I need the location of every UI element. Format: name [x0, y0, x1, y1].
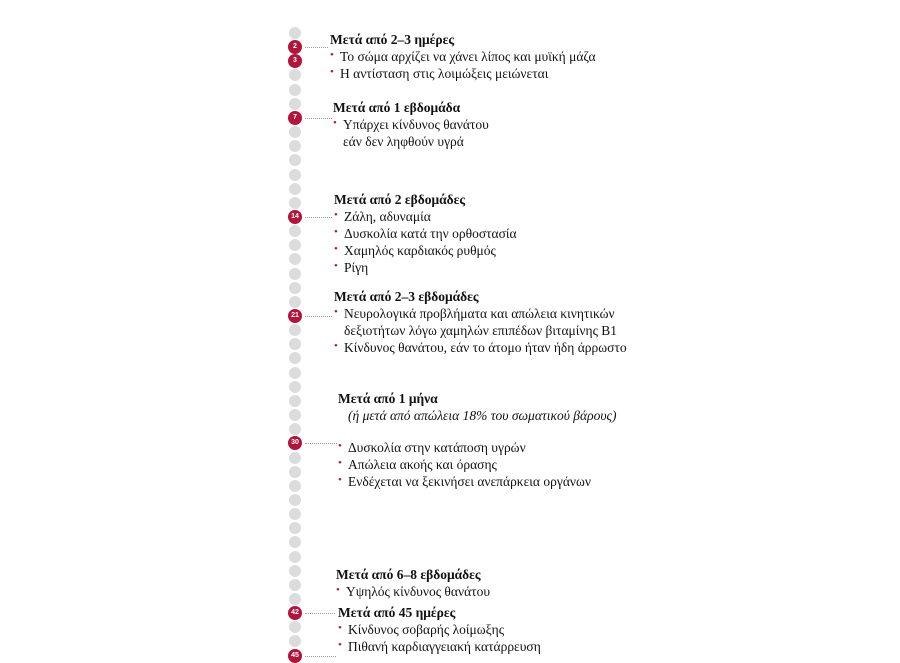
day-marker: 14: [288, 210, 302, 224]
timeline-day-dot: [289, 579, 301, 591]
leader-line: [305, 217, 332, 218]
bullet-icon: •: [338, 639, 342, 651]
timeline-day-dot: [289, 98, 301, 110]
timeline-day-dot: [289, 536, 301, 548]
timeline-day-dot: [289, 282, 301, 294]
stage-item: [338, 473, 617, 490]
stage-title: Μετά από 1 μήνα: [338, 391, 438, 406]
timeline-day-dot: [289, 140, 301, 152]
stage-item-text: Νευρολογικά προβλήματα και απώλεια κινητικών: [344, 306, 615, 321]
timeline-day-dot: [289, 508, 301, 520]
timeline-day-dot: [289, 296, 301, 308]
stage-title: Μετά από 1 εβδομάδα: [333, 100, 461, 115]
timeline-day-dot: [289, 239, 301, 251]
stage-item-text: Κίνδυνος σοβαρής λοίμωξης: [348, 622, 505, 637]
stage-item-text: Απώλεια ακοής και όρασης: [348, 457, 497, 472]
stage-item: [334, 208, 517, 225]
timeline-day-dot: [289, 395, 301, 407]
stage-item: [338, 621, 541, 638]
timeline-day-dot: [289, 268, 301, 280]
stage-item-text: Κίνδυνος θανάτου, εάν το άτομο ήταν ήδη άρρωστο: [344, 340, 627, 355]
day-marker: 2: [288, 40, 302, 54]
day-marker: 45: [288, 649, 302, 663]
timeline-day-dot: [289, 367, 301, 379]
timeline-day-dot: [289, 169, 301, 181]
stage-item-text: Το σώμα αρχίζει να χάνει λίπος και μυϊκή μάζα: [340, 49, 596, 64]
leader-line: [305, 443, 337, 444]
bullet-icon: •: [334, 340, 338, 352]
stage-item-text: Υψηλός κίνδυνος θανάτου: [346, 584, 491, 599]
stage-item: [338, 456, 617, 473]
bullet-icon: •: [336, 584, 340, 596]
bullet-icon: •: [330, 49, 334, 61]
stage-item: [338, 638, 541, 655]
stage-item-text: εάν δεν ληφθούν υγρά: [343, 134, 464, 149]
stage-title: Μετά από 6–8 εβδομάδες: [336, 567, 481, 582]
timeline-day-dot: [289, 551, 301, 563]
timeline-day-dot: [289, 126, 301, 138]
timeline-day-dot: [289, 494, 301, 506]
stage-item-text: Ρίγη: [344, 260, 369, 275]
bullet-icon: •: [334, 226, 338, 238]
timeline-day-dot: [289, 352, 301, 364]
stage-block: [338, 604, 541, 655]
stage-note: (ή μετά από απώλεια 18% του σωματικού βάρους): [348, 408, 617, 423]
timeline-day-dot: [289, 197, 301, 209]
stage-item: [333, 116, 489, 150]
timeline-day-dot: [289, 253, 301, 265]
timeline-day-dot: [289, 593, 301, 605]
stage-item-text: Ενδέχεται να ξεκινήσει ανεπάρκεια οργάνων: [348, 474, 591, 489]
stage-title: Μετά από 2–3 εβδομάδες: [334, 289, 479, 304]
day-marker: 42: [288, 606, 302, 620]
timeline-day-dot: [289, 522, 301, 534]
stage-block: [330, 31, 596, 82]
stage-block: [333, 99, 489, 150]
bullet-icon: •: [338, 457, 342, 469]
timeline-day-dot: [289, 480, 301, 492]
leader-line: [305, 316, 332, 317]
timeline-day-dot: [289, 635, 301, 647]
timeline-day-dot: [289, 69, 301, 81]
stage-item: [330, 48, 596, 65]
bullet-icon: •: [333, 117, 337, 129]
timeline-day-dot: [289, 409, 301, 421]
day-marker: 3: [288, 54, 302, 68]
day-marker: 21: [288, 309, 302, 323]
bullet-icon: •: [338, 440, 342, 452]
timeline-day-dot: [289, 27, 301, 39]
day-marker: 30: [288, 436, 302, 450]
leader-line: [305, 47, 328, 48]
stage-title: Μετά από 2–3 ημέρες: [330, 32, 455, 47]
stage-item-text: Πιθανή καρδιαγγειακή κατάρρευση: [348, 639, 541, 654]
stage-item: [334, 225, 517, 242]
timeline-day-dot: [289, 621, 301, 633]
bullet-icon: •: [334, 260, 338, 272]
bullet-icon: •: [338, 622, 342, 634]
stage-block: [338, 390, 617, 490]
timeline-day-dot: [289, 381, 301, 393]
stage-item: [330, 65, 596, 82]
timeline-day-dot: [289, 338, 301, 350]
timeline-day-dot: [289, 225, 301, 237]
bullet-icon: •: [334, 306, 338, 318]
timeline-day-dot: [289, 324, 301, 336]
timeline-day-dot: [289, 154, 301, 166]
day-marker: 7: [288, 111, 302, 125]
timeline-day-dot: [289, 423, 301, 435]
timeline-day-dot: [289, 452, 301, 464]
leader-line: [305, 613, 335, 614]
stage-item: [334, 242, 517, 259]
bullet-icon: •: [334, 243, 338, 255]
stage-item-text: Ζάλη, αδυναμία: [344, 209, 431, 224]
stage-item: [336, 583, 490, 600]
stage-block: [334, 288, 627, 356]
stage-item: [334, 259, 517, 276]
stage-item-text: Χαμηλός καρδιακός ρυθμός: [344, 243, 496, 258]
stage-title: Μετά από 45 ημέρες: [338, 605, 456, 620]
stage-item: [334, 305, 627, 339]
stage-item-text: Δυσκολία κατά την ορθοστασία: [344, 226, 517, 241]
stage-block: [336, 566, 490, 600]
bullet-icon: •: [330, 66, 334, 78]
bullet-icon: •: [338, 474, 342, 486]
bullet-icon: •: [334, 209, 338, 221]
stage-item-text: Υπάρχει κίνδυνος θανάτου: [343, 117, 489, 132]
timeline-day-dot: [289, 466, 301, 478]
stage-title: Μετά από 2 εβδομάδες: [334, 192, 466, 207]
leader-line: [305, 656, 336, 657]
stage-block: [334, 191, 517, 276]
leader-line: [305, 118, 332, 119]
stage-item-text: Η αντίσταση στις λοιμώξεις μειώνεται: [340, 66, 549, 81]
stage-item-text: Δυσκολία στην κατάποση υγρών: [348, 440, 526, 455]
timeline-day-dot: [289, 84, 301, 96]
stage-item: [334, 339, 627, 356]
timeline-day-dot: [289, 183, 301, 195]
timeline-day-dot: [289, 565, 301, 577]
stage-item-text: δεξιοτήτων λόγω χαμηλών επιπέδων βιταμίνης Β1: [344, 323, 618, 338]
stage-item: [338, 439, 617, 456]
